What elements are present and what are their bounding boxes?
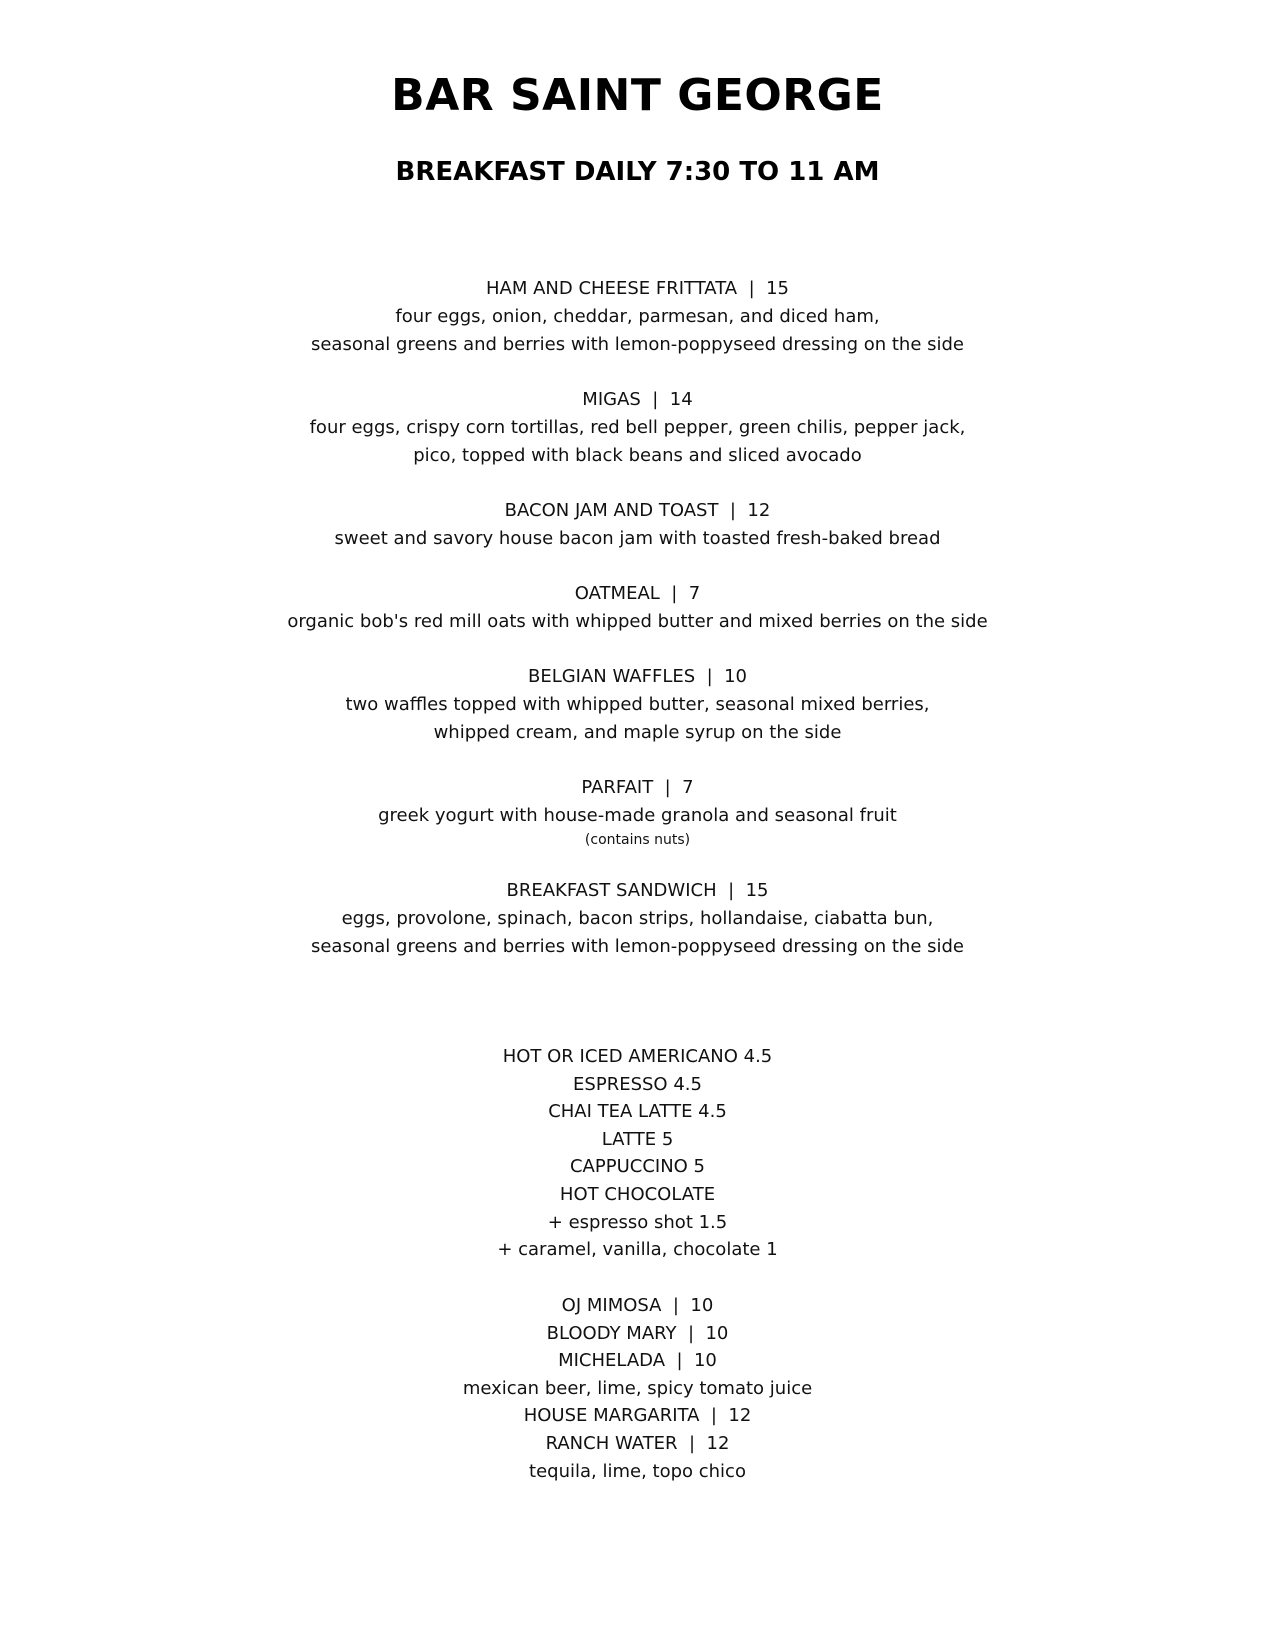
price-separator: | [659,583,689,604]
menu-item-description: two waffles topped with whipped butter, seasonal mixed berries, [345,694,930,715]
menu-item-description: eggs, provolone, spinach, bacon strips, hollandaise, ciabatta bun, [341,908,934,929]
menu-item-heading [0,275,1275,303]
cocktail-item: mexican beer, lime, spicy tomato juice [462,1377,813,1399]
menu-item-name: MIGAS [582,389,641,410]
menu-item-note: (contains nuts) [584,832,691,848]
menu-item [0,774,1275,850]
price-separator: | [737,278,767,299]
menu-item [0,275,1275,359]
menu-item-price: 7 [688,583,701,604]
menu-item-heading [0,386,1275,414]
menu-item-price: 15 [766,278,789,299]
menu-item-heading [0,580,1275,608]
menu-item-name: BREAKFAST SANDWICH [506,880,717,901]
menu-item-price: 7 [682,777,694,798]
coffee-item: CAPPUCCINO 5 [569,1156,706,1178]
menu-item [0,386,1275,470]
cocktail-menu-section [0,1292,1275,1485]
coffee-item: CHAI TEA LATTE 4.5 [548,1101,727,1123]
menu-item-description: organic bob's red mill oats with whipped butter and mixed berries on the side [287,611,988,632]
menu-item-name: HAM AND CHEESE FRITTATA [486,278,738,299]
coffee-item: HOT OR ICED AMERICANO 4.5 [502,1046,773,1067]
food-menu-section [0,275,1275,988]
price-separator: | [640,389,670,410]
coffee-item: + caramel, vanilla, chocolate 1 [497,1239,778,1261]
price-separator: | [695,666,725,687]
cocktail-item: BLOODY MARY | 10 [546,1322,729,1344]
coffee-item: LATTE 5 [601,1128,674,1150]
menu-item-price: 14 [669,389,693,410]
coffee-menu-section [0,1043,1275,1264]
coffee-item: + espresso shot 1.5 [547,1211,728,1233]
menu-item [0,580,1275,636]
menu-item [0,497,1275,553]
menu-item-heading [0,877,1275,905]
cocktail-item: RANCH WATER | 12 [545,1432,730,1454]
coffee-item: ESPRESSO 4.5 [573,1073,702,1095]
menu-item-name: PARFAIT [581,777,654,798]
menu-item-description: seasonal greens and berries with lemon-poppyseed dressing on the side [310,936,965,957]
menu-item-description: whipped cream, and maple syrup on the side [433,722,842,743]
cocktail-item: HOUSE MARGARITA | 12 [523,1405,752,1427]
menu-item-name: BELGIAN WAFFLES [527,666,696,687]
menu-item-name: BACON JAM AND TOAST [504,500,719,521]
menu-item-description: seasonal greens and berries with lemon-poppyseed dressing on the side [310,334,965,355]
price-separator: | [716,880,746,901]
breakfast-hours-heading: BREAKFAST DAILY 7:30 TO 11 AM [395,157,880,187]
menu-item-name: OATMEAL [574,583,660,604]
menu-item-description: four eggs, onion, cheddar, parmesan, and diced ham, [395,306,880,327]
menu-item-description: sweet and savory house bacon jam with toasted fresh-baked bread [334,528,941,549]
cocktail-item: tequila, lime, topo chico [529,1460,746,1482]
menu-item-description: four eggs, crispy corn tortillas, red bell pepper, green chilis, pepper jack, [309,417,966,438]
menu-item-price: 10 [724,666,748,687]
menu-item-heading [0,497,1275,525]
menu-item-price: 15 [745,880,769,901]
menu-item-heading [0,774,1275,802]
restaurant-title: BAR SAINT GEORGE [391,70,884,121]
price-separator: | [653,777,683,798]
menu-item-description: pico, topped with black beans and sliced avocado [413,445,862,466]
menu-item [0,877,1275,961]
cocktail-item: MICHELADA | 10 [558,1350,717,1372]
coffee-item: HOT CHOCOLATE [559,1183,716,1205]
menu-item [0,663,1275,747]
price-separator: | [718,500,748,521]
menu-item-price: 12 [747,500,771,521]
menu-item-heading [0,663,1275,691]
menu-item-description: greek yogurt with house-made granola and seasonal fruit [378,805,897,826]
cocktail-item: OJ MIMOSA | 10 [561,1295,714,1316]
